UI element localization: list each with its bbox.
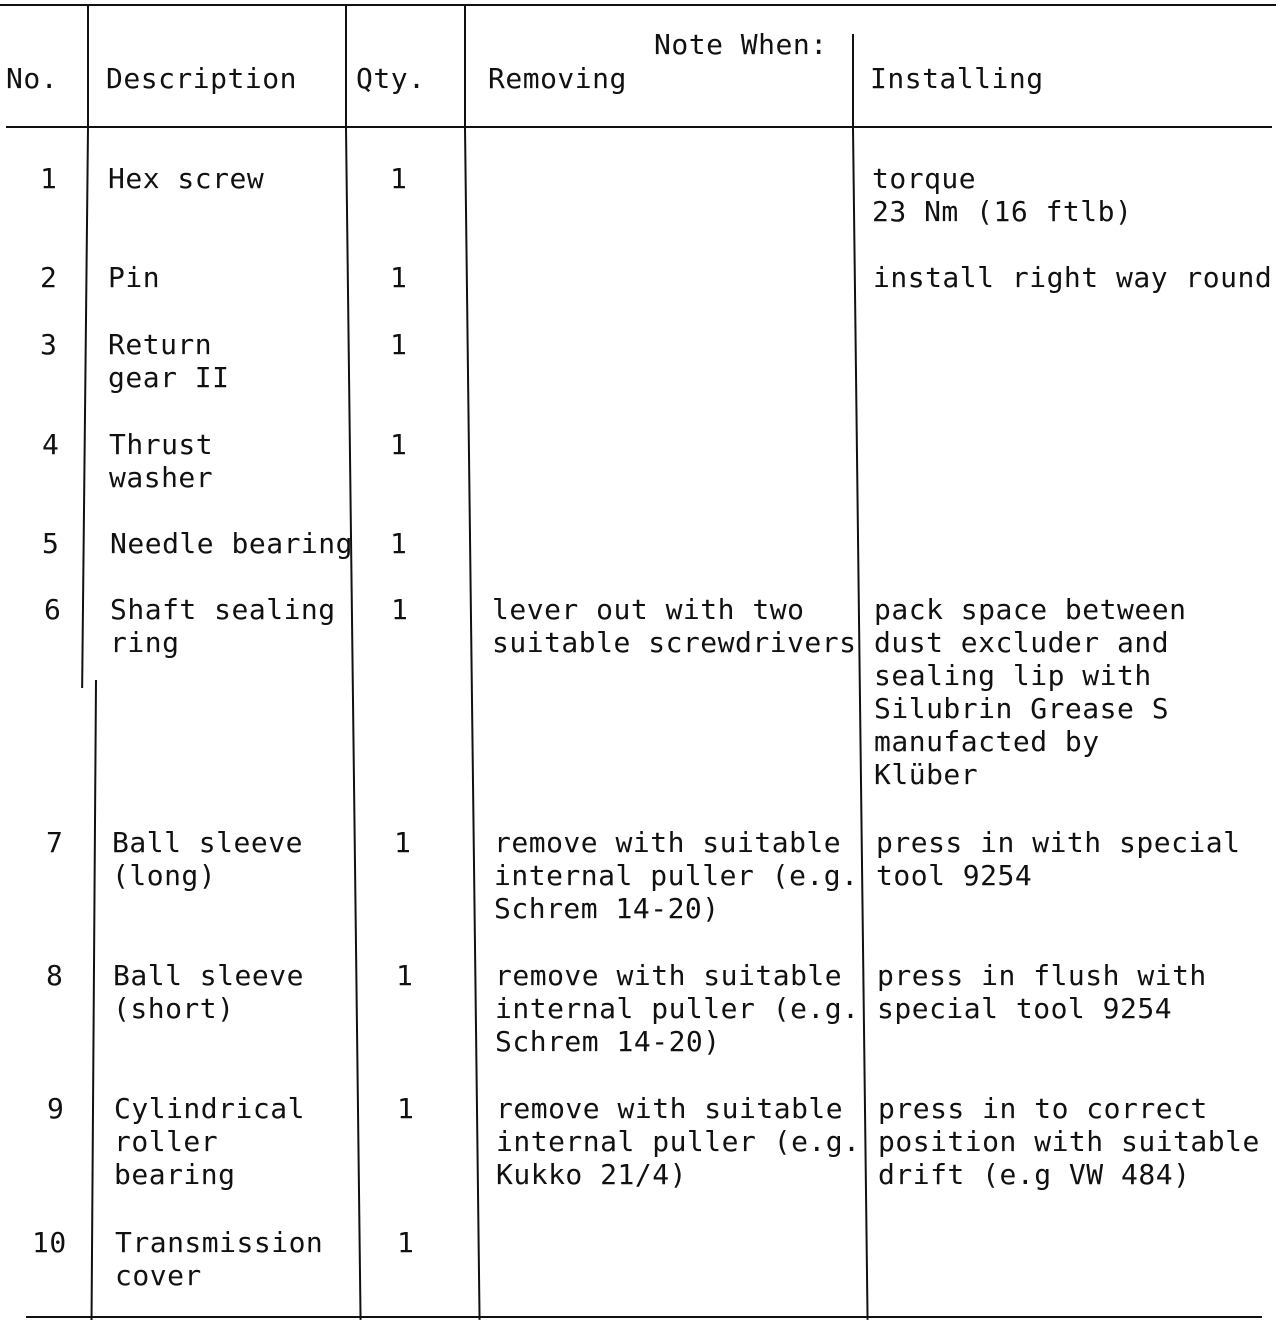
column-divider-qty — [464, 128, 481, 1320]
header-description: Description — [106, 62, 297, 95]
row-9-removing: remove with suitable internal puller (e.g. Kukko 21/4) — [496, 1092, 861, 1191]
row-8-removing: remove with suitable internal puller (e.g. Schrem 14-20) — [495, 959, 860, 1058]
row-6-removing: lever out with two suitable screwdrivers — [492, 593, 857, 659]
row-7-qty: 1 — [394, 826, 412, 859]
row-7-no: 7 — [46, 826, 64, 859]
header-note-when: Note When: — [654, 28, 828, 61]
row-6-installing: pack space between dust excluder and sealing lip with Silubrin Grease S manufacted by Klüber — [874, 593, 1187, 791]
row-5-description: Needle bearing — [110, 527, 354, 560]
row-6-no: 6 — [44, 593, 62, 626]
row-8-description: Ball sleeve (short) — [113, 959, 304, 1025]
table-top-rule — [0, 4, 1276, 6]
row-8-installing: press in flush with special tool 9254 — [877, 959, 1207, 1025]
row-5-no: 5 — [42, 527, 60, 560]
row-7-removing: remove with suitable internal puller (e.g. Schrem 14-20) — [494, 826, 859, 925]
row-8-no: 8 — [46, 959, 64, 992]
row-8-qty: 1 — [396, 959, 414, 992]
row-9-qty: 1 — [397, 1092, 415, 1125]
header-removing: Removing — [488, 62, 627, 95]
column-divider-no — [81, 128, 89, 688]
row-10-qty: 1 — [397, 1226, 415, 1259]
row-9-installing: press in to correct position with suitable drift (e.g VW 484) — [878, 1092, 1260, 1191]
row-2-installing: install right way round — [873, 261, 1273, 294]
row-4-qty: 1 — [390, 428, 408, 461]
header-installing: Installing — [870, 62, 1044, 95]
row-6-qty: 1 — [391, 593, 409, 626]
column-divider-description — [345, 128, 362, 1320]
header-no: No. — [6, 62, 59, 95]
column-divider-qty — [464, 6, 466, 126]
header-qty: Qty. — [356, 62, 426, 95]
column-divider-no — [87, 6, 89, 126]
row-1-no: 1 — [40, 162, 58, 195]
row-7-description: Ball sleeve (long) — [112, 826, 303, 892]
column-divider-removing — [852, 34, 854, 126]
row-2-description: Pin — [108, 261, 161, 294]
column-divider-no — [91, 680, 97, 1320]
row-3-no: 3 — [40, 328, 58, 361]
row-6-description: Shaft sealing ring — [110, 593, 336, 659]
row-5-qty: 1 — [390, 527, 408, 560]
row-7-installing: press in with special tool 9254 — [876, 826, 1241, 892]
row-9-description: Cylindrical roller bearing — [114, 1092, 305, 1191]
table-bottom-rule — [26, 1316, 1262, 1318]
row-1-installing: torque 23 Nm (16 ftlb) — [872, 162, 1133, 228]
row-10-description: Transmission cover — [115, 1226, 324, 1292]
row-1-description: Hex screw — [108, 162, 265, 195]
column-divider-description — [345, 6, 347, 126]
row-2-no: 2 — [40, 261, 58, 294]
row-3-qty: 1 — [390, 328, 408, 361]
row-3-description: Return gear II — [108, 328, 230, 394]
row-4-no: 4 — [42, 428, 60, 461]
row-10-no: 10 — [32, 1226, 67, 1259]
row-2-qty: 1 — [390, 261, 408, 294]
row-4-description: Thrust washer — [109, 428, 214, 494]
row-9-no: 9 — [47, 1092, 65, 1125]
row-1-qty: 1 — [390, 162, 408, 195]
header-bottom-rule — [6, 126, 1272, 128]
